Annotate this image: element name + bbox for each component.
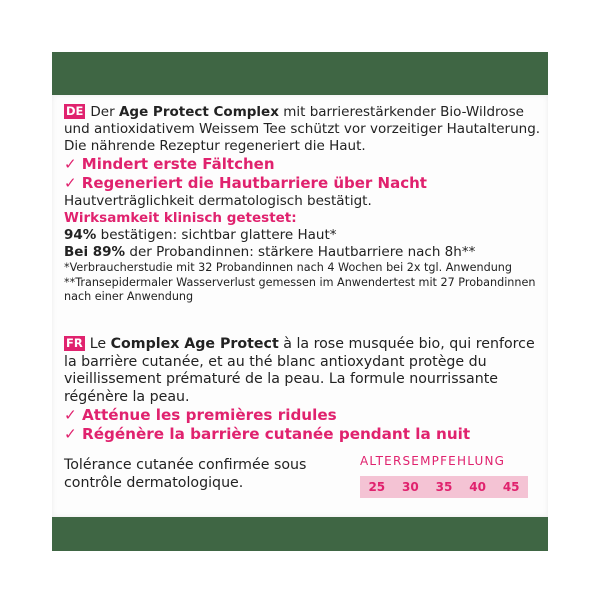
german-footnote: *Verbraucherstudie mit 32 Probandinnen nach 4 Wochen bei 2x tgl. Anwendung **Transepidermaler Wasserverlust gemessen im Anwendertest mit 27 Probandinnen nach einer Anwendung: [64, 261, 536, 303]
french-tolerance: Tolérance cutanée confirmée sous contrôle dermatologique.: [64, 457, 307, 491]
french-intro: [64, 336, 544, 406]
german-claim-1: ✓ Mindert erste Fältchen: [64, 155, 275, 173]
german-efficacy-heading: Wirksamkeit klinisch getestet:: [64, 210, 297, 226]
german-stat-1: 94% bestätigen: sichtbar glattere Haut*: [64, 227, 337, 243]
age-recommendation-label: ALTERSEMPFEHLUNG: [360, 454, 506, 468]
french-claim-2: ✓ Régénère la barrière cutanée pendant la nuit: [64, 425, 471, 444]
french-intro-pre: Le: [89, 336, 111, 352]
german-section: [64, 104, 544, 305]
french-claim-1: ✓ Atténue les premières ridules: [64, 406, 337, 425]
language-tag-de: DE: [66, 104, 84, 118]
bottom-color-band: [52, 517, 548, 551]
german-stat-2: Bei 89% der Probandinnen: stärkere Hautbarriere nach 8h**: [64, 244, 476, 260]
age-45: 45: [502, 480, 520, 494]
language-tag-fr: FR: [66, 336, 83, 350]
top-color-band: [52, 52, 548, 95]
german-intro-pre: Der: [90, 104, 119, 120]
german-brand-name: Age Protect Complex: [118, 104, 279, 120]
age-35: 35: [435, 480, 453, 494]
german-intro-post: mit barrierestärkender Bio-Wildrose und antioxidativem Weissem Tee schützt vor vorzeitiger Hautalterung. Die nährende Rezeptur regeneriert die Haut.: [64, 104, 541, 154]
age-40: 40: [469, 480, 486, 494]
age-25: 25: [368, 480, 386, 494]
german-intro: [64, 104, 544, 155]
age-recommendation: [360, 453, 528, 498]
age-30: 30: [402, 480, 419, 494]
french-section: [64, 336, 544, 444]
age-scale: [360, 476, 528, 498]
french-brand-name: Complex Age Protect: [110, 336, 279, 352]
german-tolerance: Hautverträglichkeit dermatologisch bestätigt.: [64, 193, 372, 209]
french-intro-post: à la rose musquée bio, qui renforce la barrière cutanée, et au thé blanc antioxydant protège du vieillissement prématuré de la peau. La formule nourrissante régénère la peau.: [64, 336, 535, 405]
german-claim-2: ✓ Regeneriert die Hautbarriere über Nacht: [64, 174, 427, 192]
